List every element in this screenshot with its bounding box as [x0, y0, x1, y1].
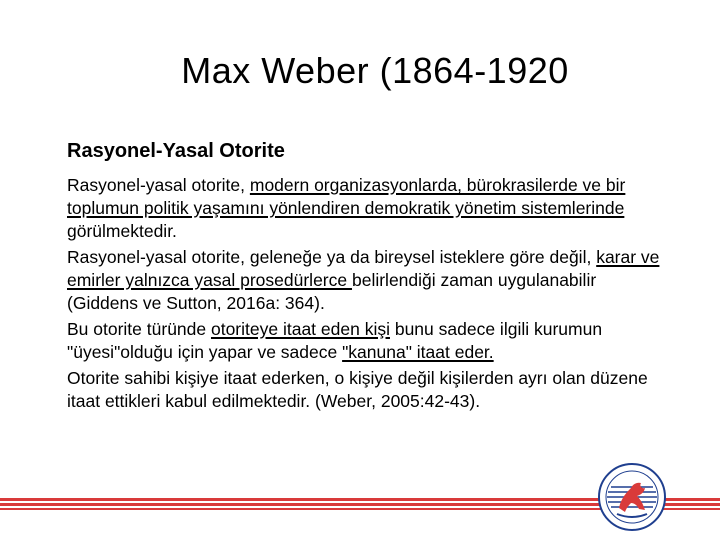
paragraph-2-text: Rasyonel-yasal otorite, geleneğe ya da bireysel isteklere göre değil, — [67, 247, 597, 267]
slide-body — [67, 174, 667, 416]
paragraph-3-text: Bu otorite türünde — [67, 319, 211, 339]
paragraph-3-underlined-1: otoriteye itaat eden kişi — [210, 319, 390, 339]
paragraph-1-tail: görülmektedir. — [67, 221, 177, 241]
university-seal-icon — [597, 462, 667, 532]
section-heading: Rasyonel-Yasal Otorite — [67, 140, 285, 162]
paragraph-1-text: Rasyonel-yasal otorite, — [67, 175, 250, 195]
paragraph-3 — [67, 318, 667, 364]
paragraph-1-underlined: modern organizasyonlarda, bürokrasilerde ve bir toplumun politik yaşamını yönlendiren demokratik yönetim sistemlerinde — [67, 175, 626, 218]
paragraph-1 — [67, 174, 667, 243]
paragraph-3-underlined-2: "kanuna" itaat eder. — [342, 342, 494, 362]
paragraph-2-tail: belirlendiği zaman uygulanabilir (Giddens ve Sutton, 2016a: 364). — [67, 270, 597, 313]
slide-title: Max Weber (1864-1920 — [181, 50, 569, 91]
paragraph-4-text: Otorite sahibi kişiye itaat ederken, o kişiye değil kişilerden ayrı olan düzene itaat ettikleri kabul edilmektedir. (Weber, 2005:42-43). — [67, 368, 648, 411]
paragraph-3-middle: bunu sadece ilgili kurumun "üyesi"olduğu için yapar ve sadece — [67, 319, 603, 362]
paragraph-2-underlined: karar ve emirler yalnızca yasal prosedürlerce — [67, 247, 660, 290]
paragraph-2 — [67, 246, 667, 315]
paragraph-4 — [67, 367, 667, 413]
